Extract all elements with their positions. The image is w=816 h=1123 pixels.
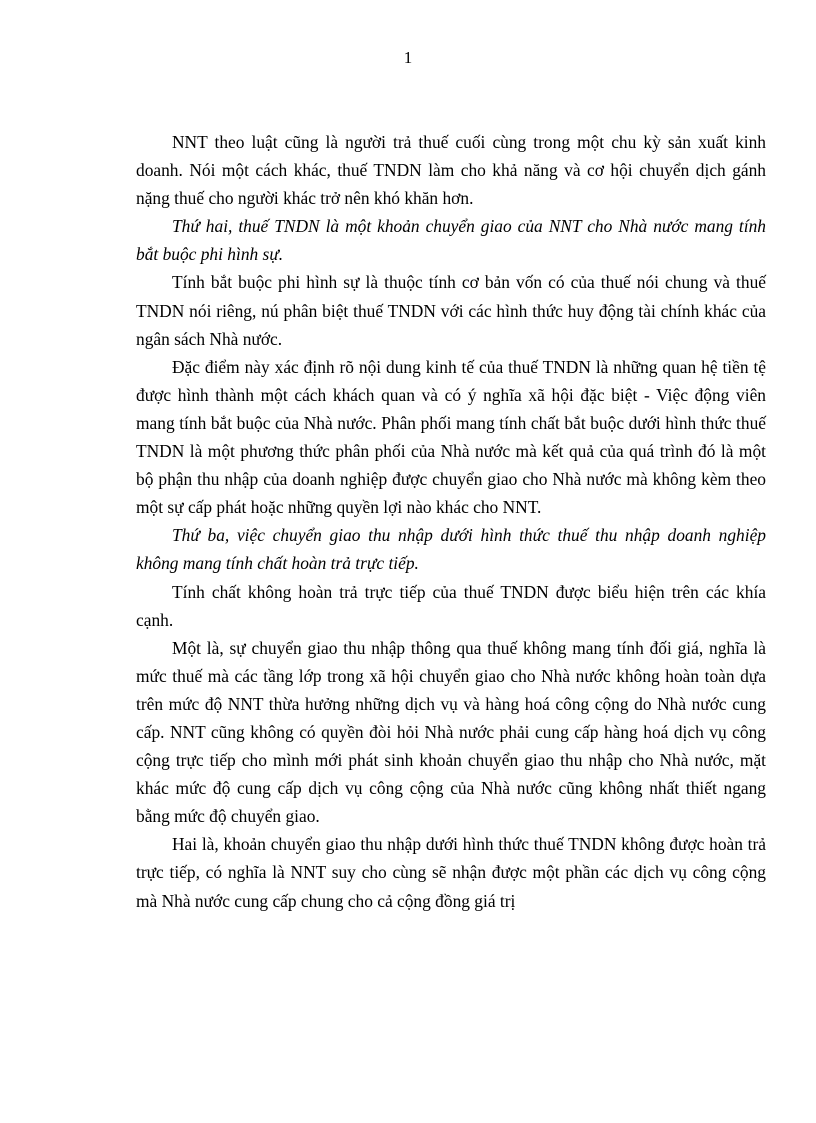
paragraph-third-feature-heading: Thứ ba, việc chuyển giao thu nhập dưới hình thức thuế thu nhập doanh nghiệp không mang tính chất hoàn trả trực tiếp. bbox=[136, 525, 766, 574]
document-body bbox=[136, 128, 766, 915]
paragraph-aspect-two: Hai là, khoản chuyển giao thu nhập dưới hình thức thuế TNDN không được hoàn trả trực tiếp, có nghĩa là NNT suy cho cùng sẽ nhận được một phần các dịch vụ công cộng mà Nhà nước cung cấp chung cho cả cộng đồng giá trị bbox=[136, 834, 766, 911]
paragraph-non-refundable-aspects: Tính chất không hoàn trả trực tiếp của thuế TNDN được biểu hiện trên các khía cạnh. bbox=[136, 581, 766, 630]
paragraph-compulsory-nature: Tính bắt buộc phi hình sự là thuộc tính cơ bản vốn có của thuế nói chung và thuế TNDN nói riêng, nú phân biệt thuế TNDN với các hình thức huy động tài chính khác của ngân sách Nhà nước. bbox=[136, 272, 766, 349]
paragraph-nnt-final-payer: NNT theo luật cũng là người trả thuế cuối cùng trong một chu kỳ sản xuất kinh doanh. Nói một cách khác, thuế TNDN làm cho khả năng và cơ hội chuyển dịch gánh nặng thuế cho người khác trở nên khó khăn hơn. bbox=[136, 132, 766, 209]
paragraph-second-feature-heading: Thứ hai, thuế TNDN là một khoản chuyển giao của NNT cho Nhà nước mang tính bắt buộc phi hình sự. bbox=[136, 216, 766, 265]
paragraph-aspect-one: Một là, sự chuyển giao thu nhập thông qua thuế không mang tính đối giá, nghĩa là mức thuế mà các tầng lớp trong xã hội chuyển giao cho Nhà nước không hoàn toàn dựa trên mức độ NNT thừa hưởng những dịch vụ và hàng hoá công cộng do Nhà nước cung cấp. NNT cũng không có quyền đòi hỏi Nhà nước phải cung cấp hàng hoá dịch vụ công cộng trực tiếp cho mình mới phát sinh khoản chuyển giao thu nhập cho Nhà nước, mặt khác mức độ cung cấp dịch vụ công cộng của Nhà nước cũng không nhất thiết ngang bằng mức độ chuyển giao. bbox=[136, 637, 766, 827]
paragraph-economic-content: Đặc điểm này xác định rõ nội dung kinh tế của thuế TNDN là những quan hệ tiền tệ được hình thành một cách khách quan và có ý nghĩa xã hội đặc biệt - Việc động viên mang tính bắt buộc của Nhà nước. Phân phối mang tính chất bắt buộc dưới hình thức thuế TNDN là một phương thức phân phối của Nhà nước mà kết quả của quá trình đó là một bộ phận thu nhập của doanh nghiệp được chuyển giao cho Nhà nước mà không kèm theo một sự cấp phát hoặc những quyền lợi nào khác cho NNT. bbox=[136, 356, 766, 518]
page-number: 1 bbox=[403, 48, 413, 67]
